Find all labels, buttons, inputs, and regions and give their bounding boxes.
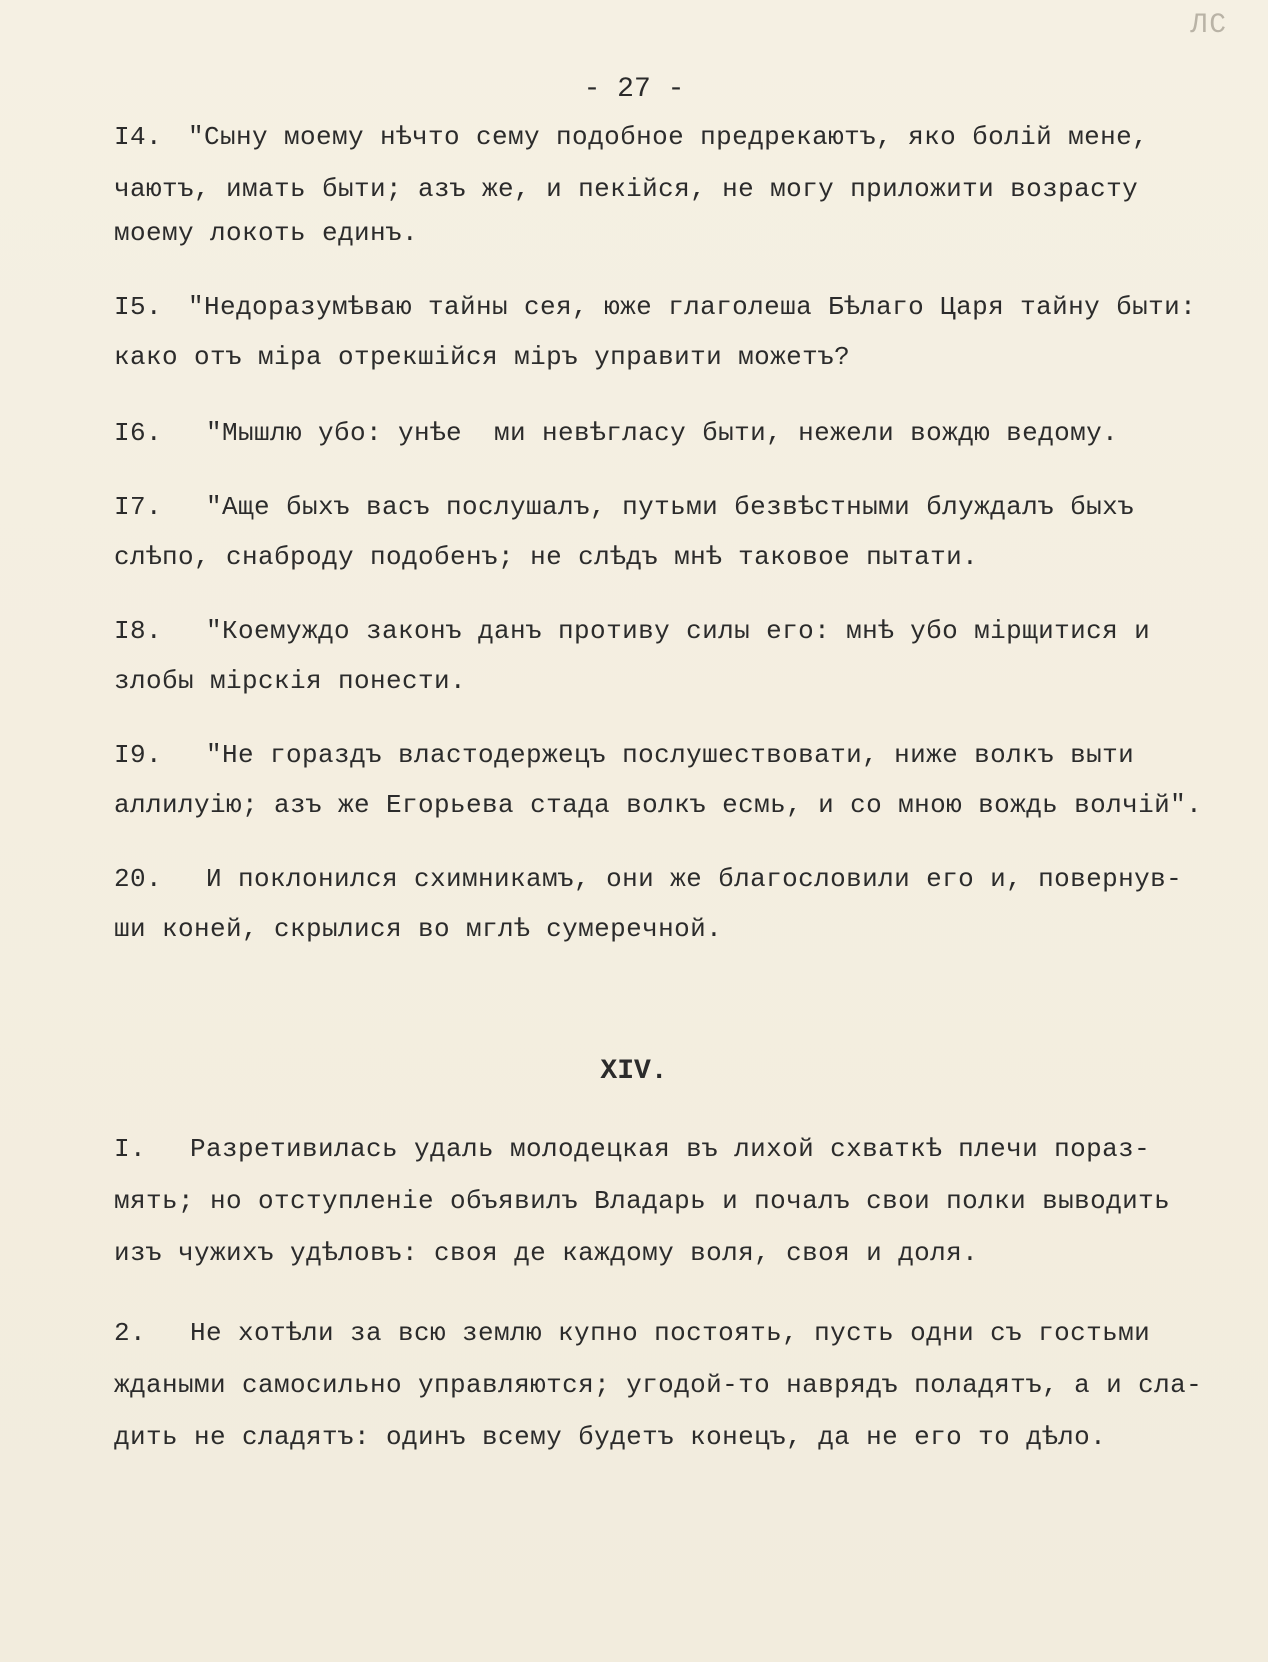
verse-text: "Коемуждо законъ данъ противу силы его: мнѣ убо мірщитися и [206,616,1151,646]
verse-17-line-1 [114,490,1134,524]
verse-14-line-2: чаютъ, имать быти; азъ же, и пекійся, не могу приложити возрасту [114,174,1139,204]
section-verse-2-line-3: дить не сладятъ: одинъ всему будетъ конецъ, да не его то дѣло. [114,1422,1107,1452]
verse-14-line-3: моему локоть единъ. [114,218,419,248]
section-heading: XIV. [600,1056,668,1087]
verse-18-line-2: злобы мірскія понести. [114,666,467,696]
verse-20-line-2: ши коней, скрылися во мглѣ сумеречной. [114,914,723,944]
verse-14-line-1 [114,120,1148,154]
verse-number: 20. [114,864,163,894]
verse-number: 2. [114,1318,147,1348]
section-verse-1-line-3: изъ чужихъ удѣловъ: своя де каждому воля, своя и доля. [114,1238,979,1268]
verse-19-line-1 [114,738,1134,772]
verse-19-line-2: аллилуію; азъ же Егорьева стада волкъ есмь, и со мною вождь волчій". [114,790,1203,820]
verse-text: "Мышлю убо: унѣе ми невѣгласу быти, нежели вождю ведому. [206,418,1119,448]
verse-20-line-1 [114,862,1182,896]
verse-number: I5. [114,292,163,322]
section-verse-2-line-2: ждаными самосильно управляются; угодой-то наврядъ поладятъ, а и сла- [114,1370,1203,1400]
verse-15-line-2: како отъ міра отрекшійся міръ управити можетъ? [114,342,851,372]
page-number: - 27 - [583,74,685,105]
verse-text: Разретивилась удаль молодецкая въ лихой схваткѣ плечи пораз- [190,1134,1151,1164]
verse-text: И поклонился схимникамъ, они же благословили его и, повернув- [206,864,1183,894]
verse-number: I8. [114,616,163,646]
verse-number: I6. [114,418,163,448]
verse-number: I7. [114,492,163,522]
verse-16-line-1 [114,416,1118,450]
verse-15-line-1 [114,290,1196,324]
verse-text: "Аще быхъ васъ послушалъ, путьми безвѣстными блуждалъ быхъ [206,492,1135,522]
verse-text: Не хотѣли за всю землю купно постоять, пусть одни съ гостьми [190,1318,1151,1348]
section-verse-1-line-1 [114,1132,1150,1166]
verse-number: I. [114,1134,147,1164]
verse-18-line-1 [114,614,1150,648]
verse-number: I9. [114,740,163,770]
verse-17-line-2: слѣпо, снаброду подобенъ; не слѣдъ мнѣ таковое пытати. [114,542,979,572]
verse-number: I4. [114,122,163,152]
verse-text: "Недоразумѣваю тайны сея, юже глаголеша Бѣлаго Царя тайну быти: [188,292,1197,322]
verse-text: "Не гораздъ властодержецъ послушествовати, ниже волкъ выти [206,740,1135,770]
section-verse-2-line-1 [114,1316,1150,1350]
verse-text: "Сыну моему нѣчто сему подобное предрекаютъ, яко болій мене, [188,122,1149,152]
edge-mark: ЛС [1190,10,1228,41]
section-verse-1-line-2: мять; но отступленіе объявилъ Владарь и почалъ свои полки выводить [114,1186,1171,1216]
